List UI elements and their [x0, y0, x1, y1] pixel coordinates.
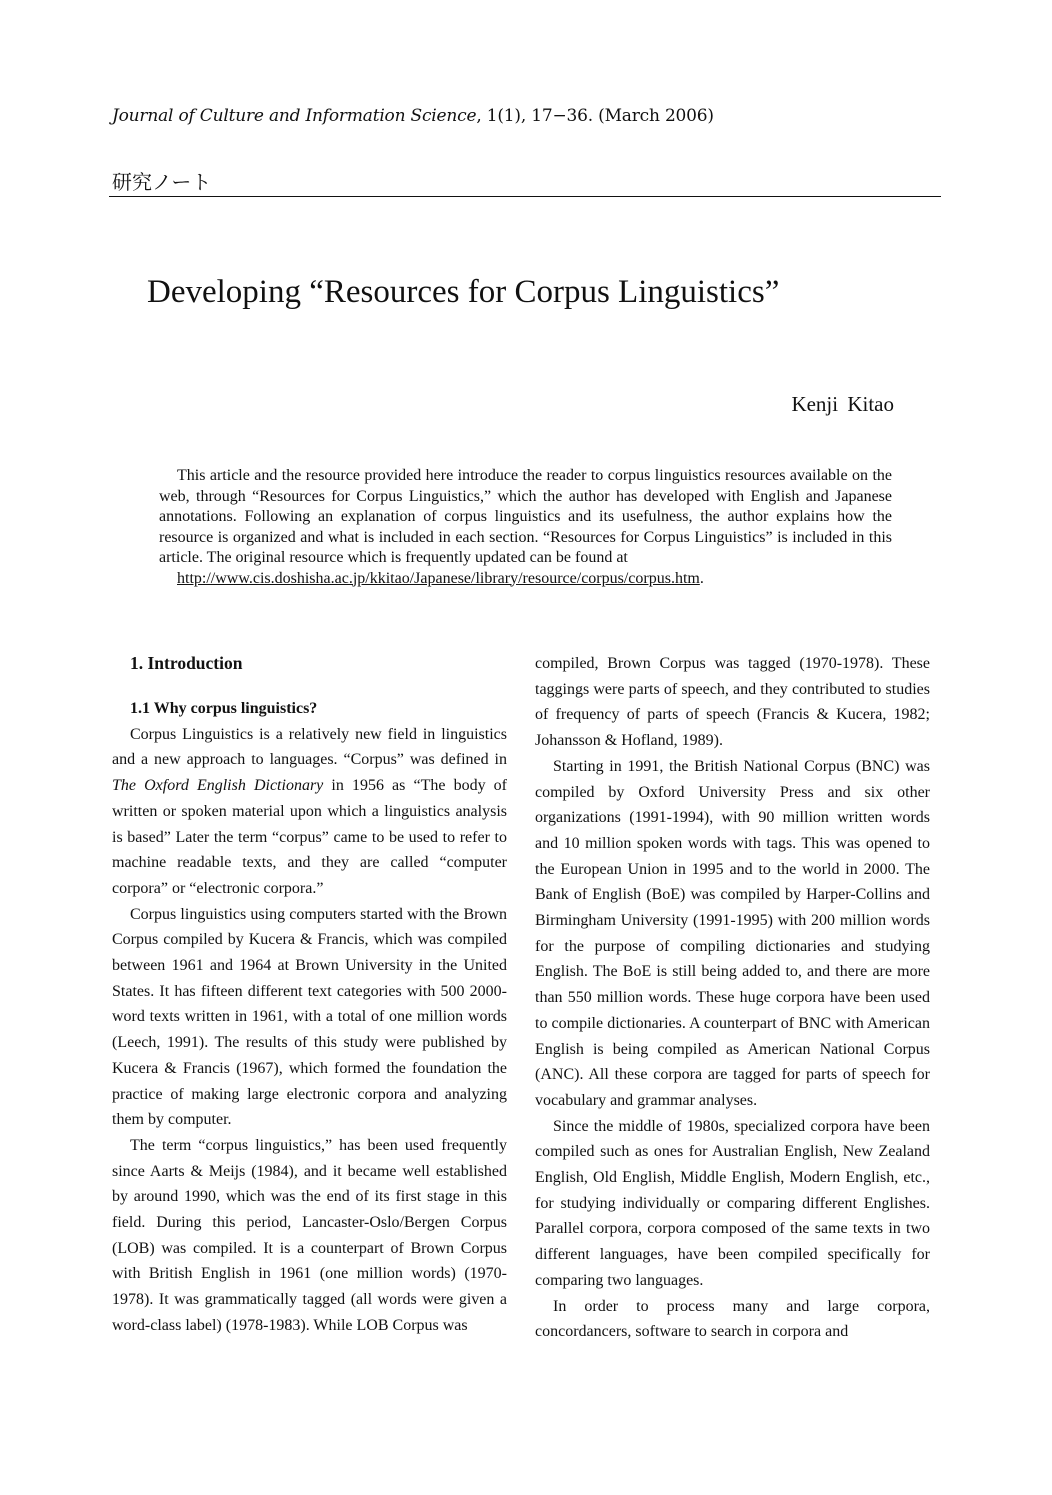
paragraph: Corpus linguistics using computers started with the Brown Corpus compiled by Kucera & Francis, which was compiled between 1961 and 1964 at Brown University in the United States. It has fifteen different text categories with 500 2000-word texts written in 1961, with a total of one million words (Leech, 1991). The results of this study were published by Kucera & Francis (1967), which formed the foundation the practice of making large electronic corpora and analyzing them by computer. [112, 905, 507, 1129]
right-column [535, 651, 930, 1345]
paragraph: The term “corpus linguistics,” has been used frequently since Aarts & Meijs (1984), and it became well established by around 1990, which was the end of its first stage in this field. During this period, Lancaster-Oslo/Bergen Corpus (LOB) was compiled. It is a counterpart of Brown Corpus with British English in 1961 (one million words) (1970-1978). It was grammatically tagged (all words were given a word-class label) (1978-1983). While LOB Corpus was [112, 1136, 507, 1334]
journal-citation [112, 106, 714, 126]
resource-url-link[interactable]: http://www.cis.doshisha.ac.jp/kkitao/Japanese/library/resource/corpus/corpus.htm [177, 569, 700, 587]
abstract-text: This article and the resource provided here introduce the reader to corpus linguistics resources available on the web, through “Resources for Corpus Linguistics,” which the author has developed with English and Japanese annotations. Following an explanation of corpus linguistics and its usefulness, the author explains how the resource is organized and what is included in each section. “Resources for Corpus Linguistics” is included in this article. The original resource which is frequently updated can be found at [159, 467, 892, 566]
paragraph-text: in 1956 as “The body of written or spoken material upon which a linguistics analysis is based” Later the term “corpus” came to be used to refer to machine readable texts, and they are called “computer corpora” or “electronic corpora.” [112, 777, 508, 897]
section-label: 研究ノート [112, 170, 212, 194]
subsection-heading-why-corpus: 1.1 Why corpus linguistics? [130, 700, 318, 717]
paragraph-continued: compiled, Brown Corpus was tagged (1970-1978). These taggings were parts of speech, and they contributed to studies of frequency of parts of speech (Francis & Kucera, 1982; Johansson & Hofland, 1989). [535, 655, 930, 750]
section-heading-introduction: 1. Introduction [130, 653, 243, 673]
url-trailing-period: . [699, 569, 704, 587]
header-divider [109, 196, 941, 197]
article-title: Developing “Resources for Corpus Linguistics” [147, 274, 780, 310]
citation-details: , 1(1), 17−36. (March 2006) [476, 106, 714, 126]
paragraph-text: Corpus Linguistics is a relatively new field in linguistics and a new approach to languages. “Corpus” was defined in [112, 725, 507, 769]
paragraph: Starting in 1991, the British National Corpus (BNC) was compiled by Oxford University Press and six other organizations (1991-1994), with 90 million written words and 10 million spoken words with tags. This was opened to the European Union in 1995 and to the world in 2000. The Bank of English (BoE) was compiled by Harper-Collins and Birmingham University (1991-1995) with 200 million words for the purpose of compiling dictionaries and studying English. The BoE is still being added to, and there are more than 550 million words. These huge corpora have been used to compile dictionaries. A counterpart of BNC with American English is being compiled as American National Corpus (ANC). All these corpora are tagged for parts of speech for vocabulary and grammar analyses. [535, 757, 930, 1109]
left-column [112, 651, 507, 1339]
paragraph: Since the middle of 1980s, specialized corpora have been compiled such as ones for Australian English, New Zealand English, Old English, Middle English, Modern English, etc., for studying individually or comparing different Englishes. Parallel corpora, corpora composed of the same texts in two different languages, have been compiled specifically for comparing two languages. [535, 1117, 930, 1289]
book-title-oed: The Oxford English Dictionary [112, 777, 324, 795]
abstract-url-line [159, 569, 892, 590]
paragraph: In order to process many and large corpora, concordancers, software to search in corpora and [535, 1297, 930, 1341]
article-author: Kenji Kitao [791, 392, 894, 416]
journal-name: Journal of Culture and Information Science [112, 106, 477, 126]
paragraph [112, 722, 507, 902]
abstract [159, 466, 892, 589]
